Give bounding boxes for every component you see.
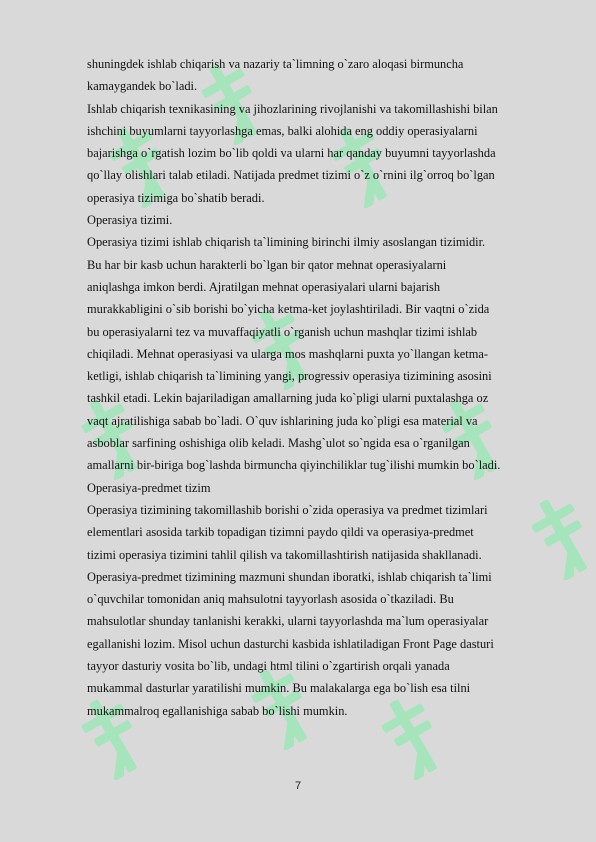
section-heading: Operasiya tizimi. [87, 213, 173, 228]
text-line: Operasiya-predmet tizimining mazmuni shundan iboratki, ishlab chiqarish ta`limi [87, 569, 492, 584]
text-line: chiqiladi. Mehnat operasiyasi va ularga mos mashqlarni puxta yo`llangan ketma- [87, 346, 488, 361]
text-line: vaqt ajratilishiga sabab bo`ladi. O`quv ishlarining juda ko`pligi esa material va [87, 413, 478, 428]
text-line: Bu har bir kasb uchun harakterli bo`lgan bir qator mehnat operasiyalarni [87, 257, 447, 272]
text-line: Operasiya tizimi ishlab chiqarish ta`limining birinchi ilmiy asoslangan tizimidir. [87, 235, 486, 250]
page-number: 7 [294, 780, 302, 792]
text-line: shuningdek ishlab chiqarish va nazariy ta`limning o`zaro aloqasi birmuncha [87, 57, 464, 71]
text-line: ishchini buyumlarni tayyorlashga emas, balki alohida eng oddiy operasiyalarni [87, 123, 478, 138]
text-line: aniqlashga imkon berdi. Ajratilgan mehnat operasiyalari ularni bajarish [87, 279, 441, 294]
text-line: mukammalroq egallanishiga sabab bo`lishi mumkin. [87, 703, 348, 718]
text-line: Operasiya tizimining takomillashib borishi o`zida operasiya va predmet tizimlari [87, 502, 488, 517]
text-line: mukammal dasturlar yaratilishi mumkin. Bu malakalarga ega bo`lish esa tilni [87, 681, 471, 696]
text-line: mahsulotlar shunday tanlanishi kerakki, ularni tayyorlashda ma`lum operasiyalar [87, 614, 489, 629]
text-line: operasiya tizimiga bo`shatib beradi. [87, 190, 265, 205]
text-line: bu operasiyalarni tez va muvaffaqiyatli o`rganish uchun mashqlar tizimi ishlab [87, 324, 478, 339]
document-body [87, 53, 557, 722]
text-line: elementlari asosida tarkib topadigan tizimni paydo qildi va operasiya-predmet [87, 525, 474, 540]
text-line: ketligi, ishlab chiqarish ta`limining yangi, progressiv operasiya tizimining asosini [87, 369, 492, 384]
text-line: murakkabligini o`sib borishi bo`yicha ketma-ket joylashtiriladi. Bir vaqtni o`zida [87, 302, 490, 317]
text-line: egallanishi lozim. Misol uchun dasturchi kasbida ishlatiladigan Front Page dasturi [87, 636, 494, 651]
text-line: bajarishga o`rgatish lozim bo`lib qoldi va ularni har qanday buyumni tayyorlashda [87, 146, 496, 161]
text-line: tashkil etadi. Lekin bajariladigan amallarning juda ko`pligi ularni puxtalashga oz [87, 391, 489, 406]
text-line: tayyor dasturiy vosita bo`lib, undagi html tilini o`zgartirish orqali yanada [87, 659, 450, 674]
text-line: Ishlab chiqarish texnikasining va jihozlarining rivojlanishi va takomillashishi bilan [87, 101, 498, 116]
text-line: tizimi operasiya tizimini tahlil qilish va takomillashtirish natijasida shakllanadi. [87, 547, 482, 562]
section-heading: Operasiya-predmet tizim [87, 480, 211, 495]
text-line: asboblar sarfining oshishiga olib keladi. Mashg`ulot so`ngida esa o`rganilgan [87, 436, 470, 451]
text-line: o`quvchilar tomonidan aniq mahsulotni tayyorlash asosida o`tkaziladi. Bu [87, 592, 454, 607]
text-line: kamaygandek bo`ladi. [87, 79, 198, 94]
text-line: amallarni bir-biriga bog`lashda birmuncha qiyinchiliklar tug`ilishi mumkin bo`ladi. [87, 458, 501, 473]
text-line: qo`llay olishlari talab etiladi. Natijada predmet tizimi o`z o`rnini ilg`orroq bo`lgan [87, 168, 495, 183]
